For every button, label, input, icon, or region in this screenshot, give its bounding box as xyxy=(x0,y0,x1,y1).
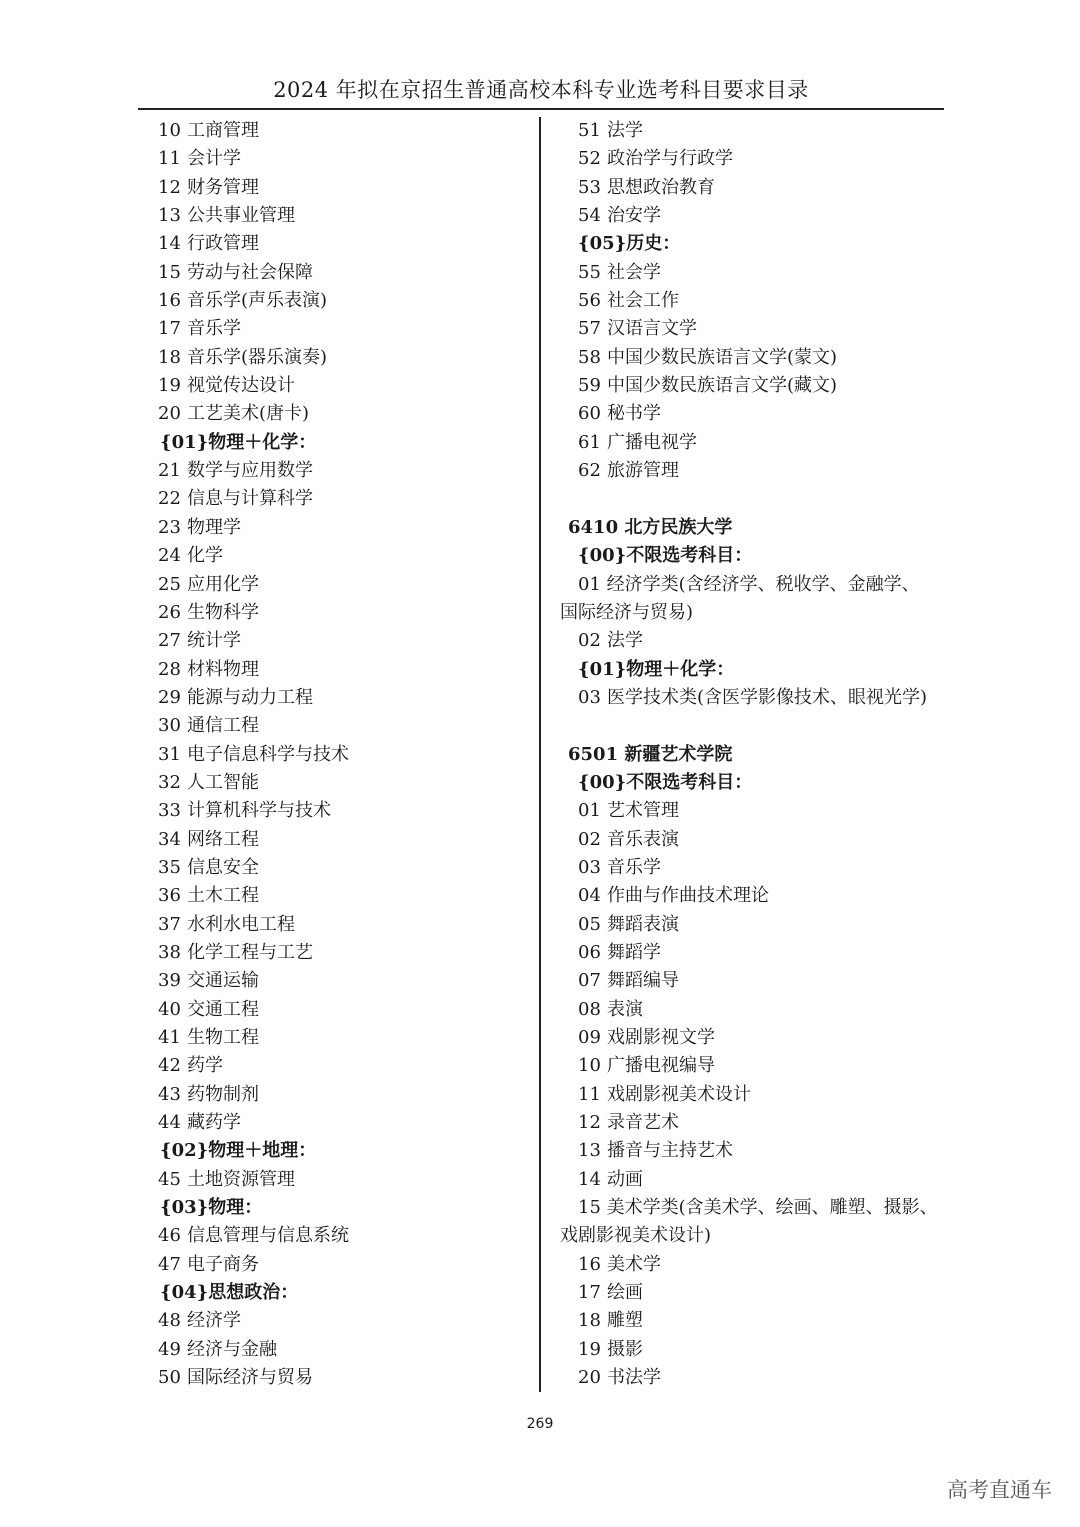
item-number: 62 xyxy=(578,460,601,482)
list-item xyxy=(158,996,528,1024)
list-item xyxy=(560,1364,950,1392)
list-item xyxy=(560,854,950,882)
list-item xyxy=(158,911,528,939)
list-item xyxy=(560,1251,950,1279)
item-number: 23 xyxy=(158,516,181,538)
item-name: 财务管理 xyxy=(187,176,259,198)
list-item xyxy=(158,117,528,145)
item-name: 艺术管理 xyxy=(607,800,679,822)
subject-group-heading: {01}物理＋化学： xyxy=(578,658,735,680)
item-name: 医学技术类(含医学影像技术、眼视光学) xyxy=(607,686,928,708)
list-item xyxy=(560,627,950,655)
item-name: 音乐学 xyxy=(607,856,661,878)
item-name: 计算机科学与技术 xyxy=(187,800,331,822)
list-item xyxy=(158,514,528,542)
list-item xyxy=(560,996,950,1024)
item-number: 50 xyxy=(158,1367,181,1389)
spacer xyxy=(560,485,950,513)
item-number: 22 xyxy=(158,488,181,510)
list-item xyxy=(158,1081,528,1109)
item-name: 音乐表演 xyxy=(607,828,679,850)
item-number: 42 xyxy=(158,1055,181,1077)
column-divider xyxy=(539,117,541,1392)
list-item xyxy=(158,542,528,570)
list-item xyxy=(158,202,528,230)
item-name: 动画 xyxy=(607,1168,643,1190)
list-item xyxy=(158,1336,528,1364)
list-item xyxy=(158,145,528,173)
item-name: 广播电视学 xyxy=(607,431,697,453)
item-number: 13 xyxy=(578,1140,601,1162)
list-item xyxy=(560,1137,950,1165)
list-item xyxy=(560,1336,950,1364)
list-item xyxy=(560,287,950,315)
list-item xyxy=(158,259,528,287)
subject-group-heading: {04}思想政治： xyxy=(160,1282,299,1304)
item-name: 材料物理 xyxy=(187,658,259,680)
item-number: 31 xyxy=(158,743,181,765)
item-name: 思想政治教育 xyxy=(607,176,715,198)
item-number: 02 xyxy=(578,828,601,850)
item-name: 戏剧影视美术设计 xyxy=(607,1083,751,1105)
item-number: 06 xyxy=(578,941,601,963)
item-name: 音乐学 xyxy=(187,318,241,340)
page-title: 2024 年拟在京招生普通高校本科专业选考科目要求目录 xyxy=(273,78,809,102)
item-number: 39 xyxy=(158,970,181,992)
left-column xyxy=(158,117,528,1392)
list-item xyxy=(158,627,528,655)
item-name: 国际经济与贸易 xyxy=(187,1367,313,1389)
item-name: 雕塑 xyxy=(607,1310,643,1332)
item-number: 14 xyxy=(578,1168,601,1190)
item-name: 音乐学(器乐演奏) xyxy=(187,346,328,368)
item-number: 10 xyxy=(158,120,181,141)
item-number: 10 xyxy=(578,1055,601,1077)
list-item xyxy=(560,684,950,712)
list-item xyxy=(158,741,528,769)
list-item xyxy=(560,1052,950,1080)
item-number: 48 xyxy=(158,1310,181,1332)
item-line: 15 美术学类(含美术学、绘画、雕塑、摄影、 xyxy=(578,1197,938,1219)
item-number: 21 xyxy=(158,460,181,482)
list-item xyxy=(560,911,950,939)
item-name: 舞蹈编导 xyxy=(607,970,679,992)
item-name: 藏药学 xyxy=(187,1112,241,1134)
item-number: 36 xyxy=(158,885,181,907)
item-line: 01 经济学类(含经济学、税收学、金融学、 xyxy=(578,573,920,595)
item-name: 社会工作 xyxy=(607,290,679,312)
item-number: 55 xyxy=(578,261,601,283)
item-number: 40 xyxy=(158,998,181,1020)
list-item xyxy=(560,967,950,995)
list-item xyxy=(158,826,528,854)
item-name: 广播电视编导 xyxy=(607,1055,715,1077)
list-item xyxy=(158,485,528,513)
item-name: 应用化学 xyxy=(187,573,259,595)
item-name: 信息与计算科学 xyxy=(187,488,313,510)
title-rule xyxy=(138,108,944,110)
list-item xyxy=(560,939,950,967)
item-number: 24 xyxy=(158,545,181,567)
item-name: 劳动与社会保障 xyxy=(187,261,313,283)
item-number: 11 xyxy=(158,148,181,170)
item-number: 49 xyxy=(158,1338,181,1360)
list-item xyxy=(158,882,528,910)
list-item xyxy=(560,344,950,372)
item-name: 书法学 xyxy=(607,1367,661,1389)
item-name: 电子信息科学与技术 xyxy=(187,743,349,765)
list-item xyxy=(560,826,950,854)
item-name: 物理学 xyxy=(187,516,241,538)
list-item xyxy=(158,174,528,202)
item-number: 47 xyxy=(158,1253,181,1275)
item-name: 美术学 xyxy=(607,1253,661,1275)
item-number: 05 xyxy=(578,913,601,935)
item-name: 化学 xyxy=(187,545,223,567)
item-name: 土地资源管理 xyxy=(187,1168,295,1190)
list-item xyxy=(158,939,528,967)
item-name: 统计学 xyxy=(187,630,241,652)
list-item xyxy=(158,684,528,712)
list-item xyxy=(158,599,528,627)
item-number: 57 xyxy=(578,318,601,340)
list-item xyxy=(158,1307,528,1335)
item-number: 34 xyxy=(158,828,181,850)
list-item xyxy=(560,259,950,287)
list-item xyxy=(158,372,528,400)
list-item xyxy=(560,117,950,145)
list-item xyxy=(158,1052,528,1080)
item-number: 11 xyxy=(578,1083,601,1105)
item-name: 摄影 xyxy=(607,1338,643,1360)
item-name: 会计学 xyxy=(187,148,241,170)
item-name: 公共事业管理 xyxy=(187,205,295,227)
item-name: 交通工程 xyxy=(187,998,259,1020)
subject-group-heading: {02}物理＋地理： xyxy=(160,1140,317,1162)
item-name: 社会学 xyxy=(607,261,661,283)
list-item xyxy=(158,1166,528,1194)
item-name: 录音艺术 xyxy=(607,1112,679,1134)
item-number: 12 xyxy=(158,176,181,198)
list-item xyxy=(560,202,950,230)
item-number: 54 xyxy=(578,205,601,227)
list-item xyxy=(560,797,950,825)
list-item xyxy=(158,1364,528,1392)
item-number: 59 xyxy=(578,375,601,397)
list-item xyxy=(560,400,950,428)
item-number: 52 xyxy=(578,148,601,170)
list-item xyxy=(560,174,950,202)
list-item xyxy=(560,1194,950,1251)
item-number: 27 xyxy=(158,630,181,652)
item-number: 56 xyxy=(578,290,601,312)
item-number: 45 xyxy=(158,1168,181,1190)
item-name: 经济与金融 xyxy=(187,1338,277,1360)
item-name: 音乐学(声乐表演) xyxy=(187,290,328,312)
item-name: 中国少数民族语言文学(蒙文) xyxy=(607,346,838,368)
list-item xyxy=(158,854,528,882)
item-name: 法学 xyxy=(607,120,643,141)
list-item xyxy=(158,230,528,258)
item-name: 表演 xyxy=(607,998,643,1020)
item-number: 33 xyxy=(158,800,181,822)
item-number: 18 xyxy=(158,346,181,368)
list-item xyxy=(158,287,528,315)
list-item xyxy=(560,882,950,910)
list-item xyxy=(560,429,950,457)
item-name: 化学工程与工艺 xyxy=(187,941,313,963)
item-number: 61 xyxy=(578,431,601,453)
item-number: 03 xyxy=(578,686,601,708)
list-item xyxy=(560,1109,950,1137)
item-name: 行政管理 xyxy=(187,233,259,255)
item-number: 51 xyxy=(578,120,601,141)
item-name: 药学 xyxy=(187,1055,223,1077)
right-column xyxy=(560,117,950,1392)
item-number: 17 xyxy=(578,1282,601,1304)
item-name: 电子商务 xyxy=(187,1253,259,1275)
item-name: 水利水电工程 xyxy=(187,913,295,935)
item-number: 16 xyxy=(578,1253,601,1275)
item-number: 13 xyxy=(158,205,181,227)
item-name: 绘画 xyxy=(607,1282,643,1304)
item-number: 26 xyxy=(158,601,181,623)
subject-group-heading: {01}物理＋化学： xyxy=(160,431,317,453)
item-line-continued: 戏剧影视美术设计) xyxy=(560,1225,712,1247)
item-name: 能源与动力工程 xyxy=(187,686,313,708)
item-number: 07 xyxy=(578,970,601,992)
item-number: 43 xyxy=(158,1083,181,1105)
item-name: 中国少数民族语言文学(藏文) xyxy=(607,375,838,397)
item-number: 17 xyxy=(158,318,181,340)
list-item xyxy=(158,967,528,995)
item-name: 经济学 xyxy=(187,1310,241,1332)
item-number: 15 xyxy=(158,261,181,283)
item-name: 信息管理与信息系统 xyxy=(187,1225,349,1247)
item-name: 工艺美术(唐卡) xyxy=(187,403,310,425)
item-number: 16 xyxy=(158,290,181,312)
list-item xyxy=(158,344,528,372)
item-number: 58 xyxy=(578,346,601,368)
item-name: 人工智能 xyxy=(187,771,259,793)
item-number: 37 xyxy=(158,913,181,935)
item-number: 19 xyxy=(578,1338,601,1360)
list-item xyxy=(560,145,950,173)
item-name: 信息安全 xyxy=(187,856,259,878)
subject-group-heading: {00}不限选考科目： xyxy=(578,545,753,567)
item-name: 土木工程 xyxy=(187,885,259,907)
page-number: 269 xyxy=(526,1416,554,1432)
item-number: 19 xyxy=(158,375,181,397)
item-name: 政治学与行政学 xyxy=(607,148,733,170)
item-number: 03 xyxy=(578,856,601,878)
list-item xyxy=(158,315,528,343)
item-number: 35 xyxy=(158,856,181,878)
item-name: 舞蹈表演 xyxy=(607,913,679,935)
item-name: 工商管理 xyxy=(187,120,259,141)
item-number: 46 xyxy=(158,1225,181,1247)
list-item xyxy=(158,1251,528,1279)
item-number: 28 xyxy=(158,658,181,680)
item-number: 08 xyxy=(578,998,601,1020)
item-name: 秘书学 xyxy=(607,403,661,425)
item-number: 32 xyxy=(158,771,181,793)
item-number: 20 xyxy=(578,1367,601,1389)
item-name: 生物工程 xyxy=(187,1027,259,1048)
item-name: 网络工程 xyxy=(187,828,259,850)
list-item xyxy=(158,571,528,599)
list-item xyxy=(560,1024,950,1052)
list-item xyxy=(158,457,528,485)
subject-group-heading: {05}历史： xyxy=(578,233,681,255)
list-item xyxy=(158,712,528,740)
list-item xyxy=(560,1166,950,1194)
list-item xyxy=(158,656,528,684)
university-heading: 6410 北方民族大学 xyxy=(568,516,733,538)
list-item xyxy=(158,797,528,825)
item-number: 01 xyxy=(578,800,601,822)
item-name: 视觉传达设计 xyxy=(187,375,295,397)
item-number: 38 xyxy=(158,941,181,963)
item-name: 戏剧影视文学 xyxy=(607,1027,715,1048)
list-item xyxy=(158,1024,528,1052)
item-number: 12 xyxy=(578,1112,601,1134)
list-item xyxy=(158,769,528,797)
list-item xyxy=(560,315,950,343)
item-name: 法学 xyxy=(607,630,643,652)
item-name: 播音与主持艺术 xyxy=(607,1140,733,1162)
item-number: 14 xyxy=(158,233,181,255)
list-item xyxy=(560,571,950,628)
item-number: 60 xyxy=(578,403,601,425)
item-number: 30 xyxy=(158,715,181,737)
item-name: 旅游管理 xyxy=(607,460,679,482)
item-number: 53 xyxy=(578,176,601,198)
item-number: 41 xyxy=(158,1027,181,1048)
item-name: 汉语言文学 xyxy=(607,318,697,340)
list-item xyxy=(560,1081,950,1109)
item-number: 02 xyxy=(578,630,601,652)
item-number: 04 xyxy=(578,885,601,907)
spacer xyxy=(560,712,950,740)
list-item xyxy=(560,457,950,485)
item-number: 20 xyxy=(158,403,181,425)
item-number: 18 xyxy=(578,1310,601,1332)
item-name: 数学与应用数学 xyxy=(187,460,313,482)
item-name: 作曲与作曲技术理论 xyxy=(607,885,769,907)
list-item xyxy=(560,1307,950,1335)
subject-group-heading: {00}不限选考科目： xyxy=(578,771,753,793)
list-item xyxy=(560,372,950,400)
item-name: 生物科学 xyxy=(187,601,259,623)
watermark: 高考直通车 xyxy=(947,1478,1052,1502)
list-item xyxy=(158,1109,528,1137)
item-name: 药物制剂 xyxy=(187,1083,259,1105)
item-number: 25 xyxy=(158,573,181,595)
item-number: 44 xyxy=(158,1112,181,1134)
item-name: 治安学 xyxy=(607,205,661,227)
item-name: 舞蹈学 xyxy=(607,941,661,963)
item-name: 交通运输 xyxy=(187,970,259,992)
university-heading: 6501 新疆艺术学院 xyxy=(568,743,733,765)
item-number: 09 xyxy=(578,1027,601,1048)
list-item xyxy=(560,1279,950,1307)
list-item xyxy=(158,400,528,428)
list-item xyxy=(158,1222,528,1250)
item-line-continued: 国际经济与贸易) xyxy=(560,601,694,623)
subject-group-heading: {03}物理： xyxy=(160,1197,263,1219)
item-name: 通信工程 xyxy=(187,715,259,737)
item-number: 29 xyxy=(158,686,181,708)
